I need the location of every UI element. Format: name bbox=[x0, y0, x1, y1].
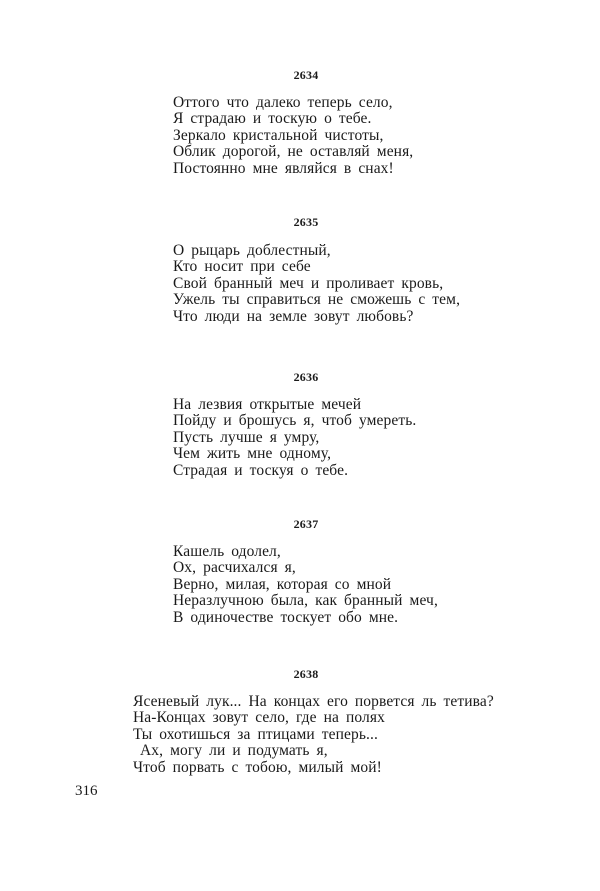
page-number: 316 bbox=[75, 783, 98, 799]
poem-line: На-Концах зовут село, где на полях bbox=[133, 709, 385, 727]
poem-line: Чтоб порвать с тобою, милый мой! bbox=[133, 758, 382, 776]
poem-line: Неразлучною была, как бранный меч, bbox=[173, 592, 438, 610]
poem-number-2638: 2638 bbox=[293, 667, 319, 681]
poem-number-2634: 2634 bbox=[293, 68, 319, 82]
poem-line: Постоянно мне являйся в снах! bbox=[173, 159, 394, 177]
poem-line: Верно, милая, которая со мной bbox=[173, 575, 392, 593]
poem-2634 bbox=[173, 95, 413, 177]
poem-line: Страдая и тоскуя о тебе. bbox=[173, 461, 349, 479]
poem-line: Зеркало кристальной чистоты, bbox=[173, 126, 384, 144]
poem-2638 bbox=[133, 694, 494, 776]
poem-line: На лезвия открытые мечей bbox=[173, 396, 362, 413]
poem-line: Свой бранный меч и проливает кровь, bbox=[173, 274, 444, 292]
poem-number-2637: 2637 bbox=[293, 517, 319, 531]
poem-2637 bbox=[173, 544, 438, 626]
poem-line: Кто носит при себе bbox=[173, 258, 311, 276]
poem-2635 bbox=[173, 243, 460, 325]
poem-line: Облик дорогой, не оставляй меня, bbox=[173, 143, 414, 161]
poem-number-2636: 2636 bbox=[293, 370, 319, 384]
poem-line: В одиночестве тоскует обо мне. bbox=[173, 608, 399, 626]
poem-number-2635: 2635 bbox=[293, 215, 319, 229]
poem-line: Что люди на земле зовут любовь? bbox=[173, 307, 414, 325]
poem-line: Ох, расчихался я, bbox=[173, 559, 296, 577]
poem-2636 bbox=[173, 397, 416, 479]
poem-line: Кашель одолел, bbox=[173, 543, 281, 560]
poem-line: Ах, могу ли и подумать я, bbox=[133, 742, 328, 760]
poem-line: Ясеневый лук... На концах его порвется ль тетива? bbox=[133, 693, 494, 710]
poem-line: Пойду и брошусь я, чтоб умереть. bbox=[173, 412, 417, 430]
poem-line: Оттого что далеко теперь село, bbox=[173, 94, 393, 111]
poem-line: Ты охотишься за птицами теперь... bbox=[133, 725, 378, 743]
poem-line: Чем жить мне одному, bbox=[173, 445, 332, 463]
poem-line: Ужель ты справиться не сможешь с тем, bbox=[173, 291, 461, 309]
poem-line: Я страдаю и тоскую о тебе. bbox=[173, 110, 372, 128]
poem-line: Пусть лучше я умру, bbox=[173, 428, 320, 446]
poem-line: О рыцарь доблестный, bbox=[173, 242, 331, 259]
